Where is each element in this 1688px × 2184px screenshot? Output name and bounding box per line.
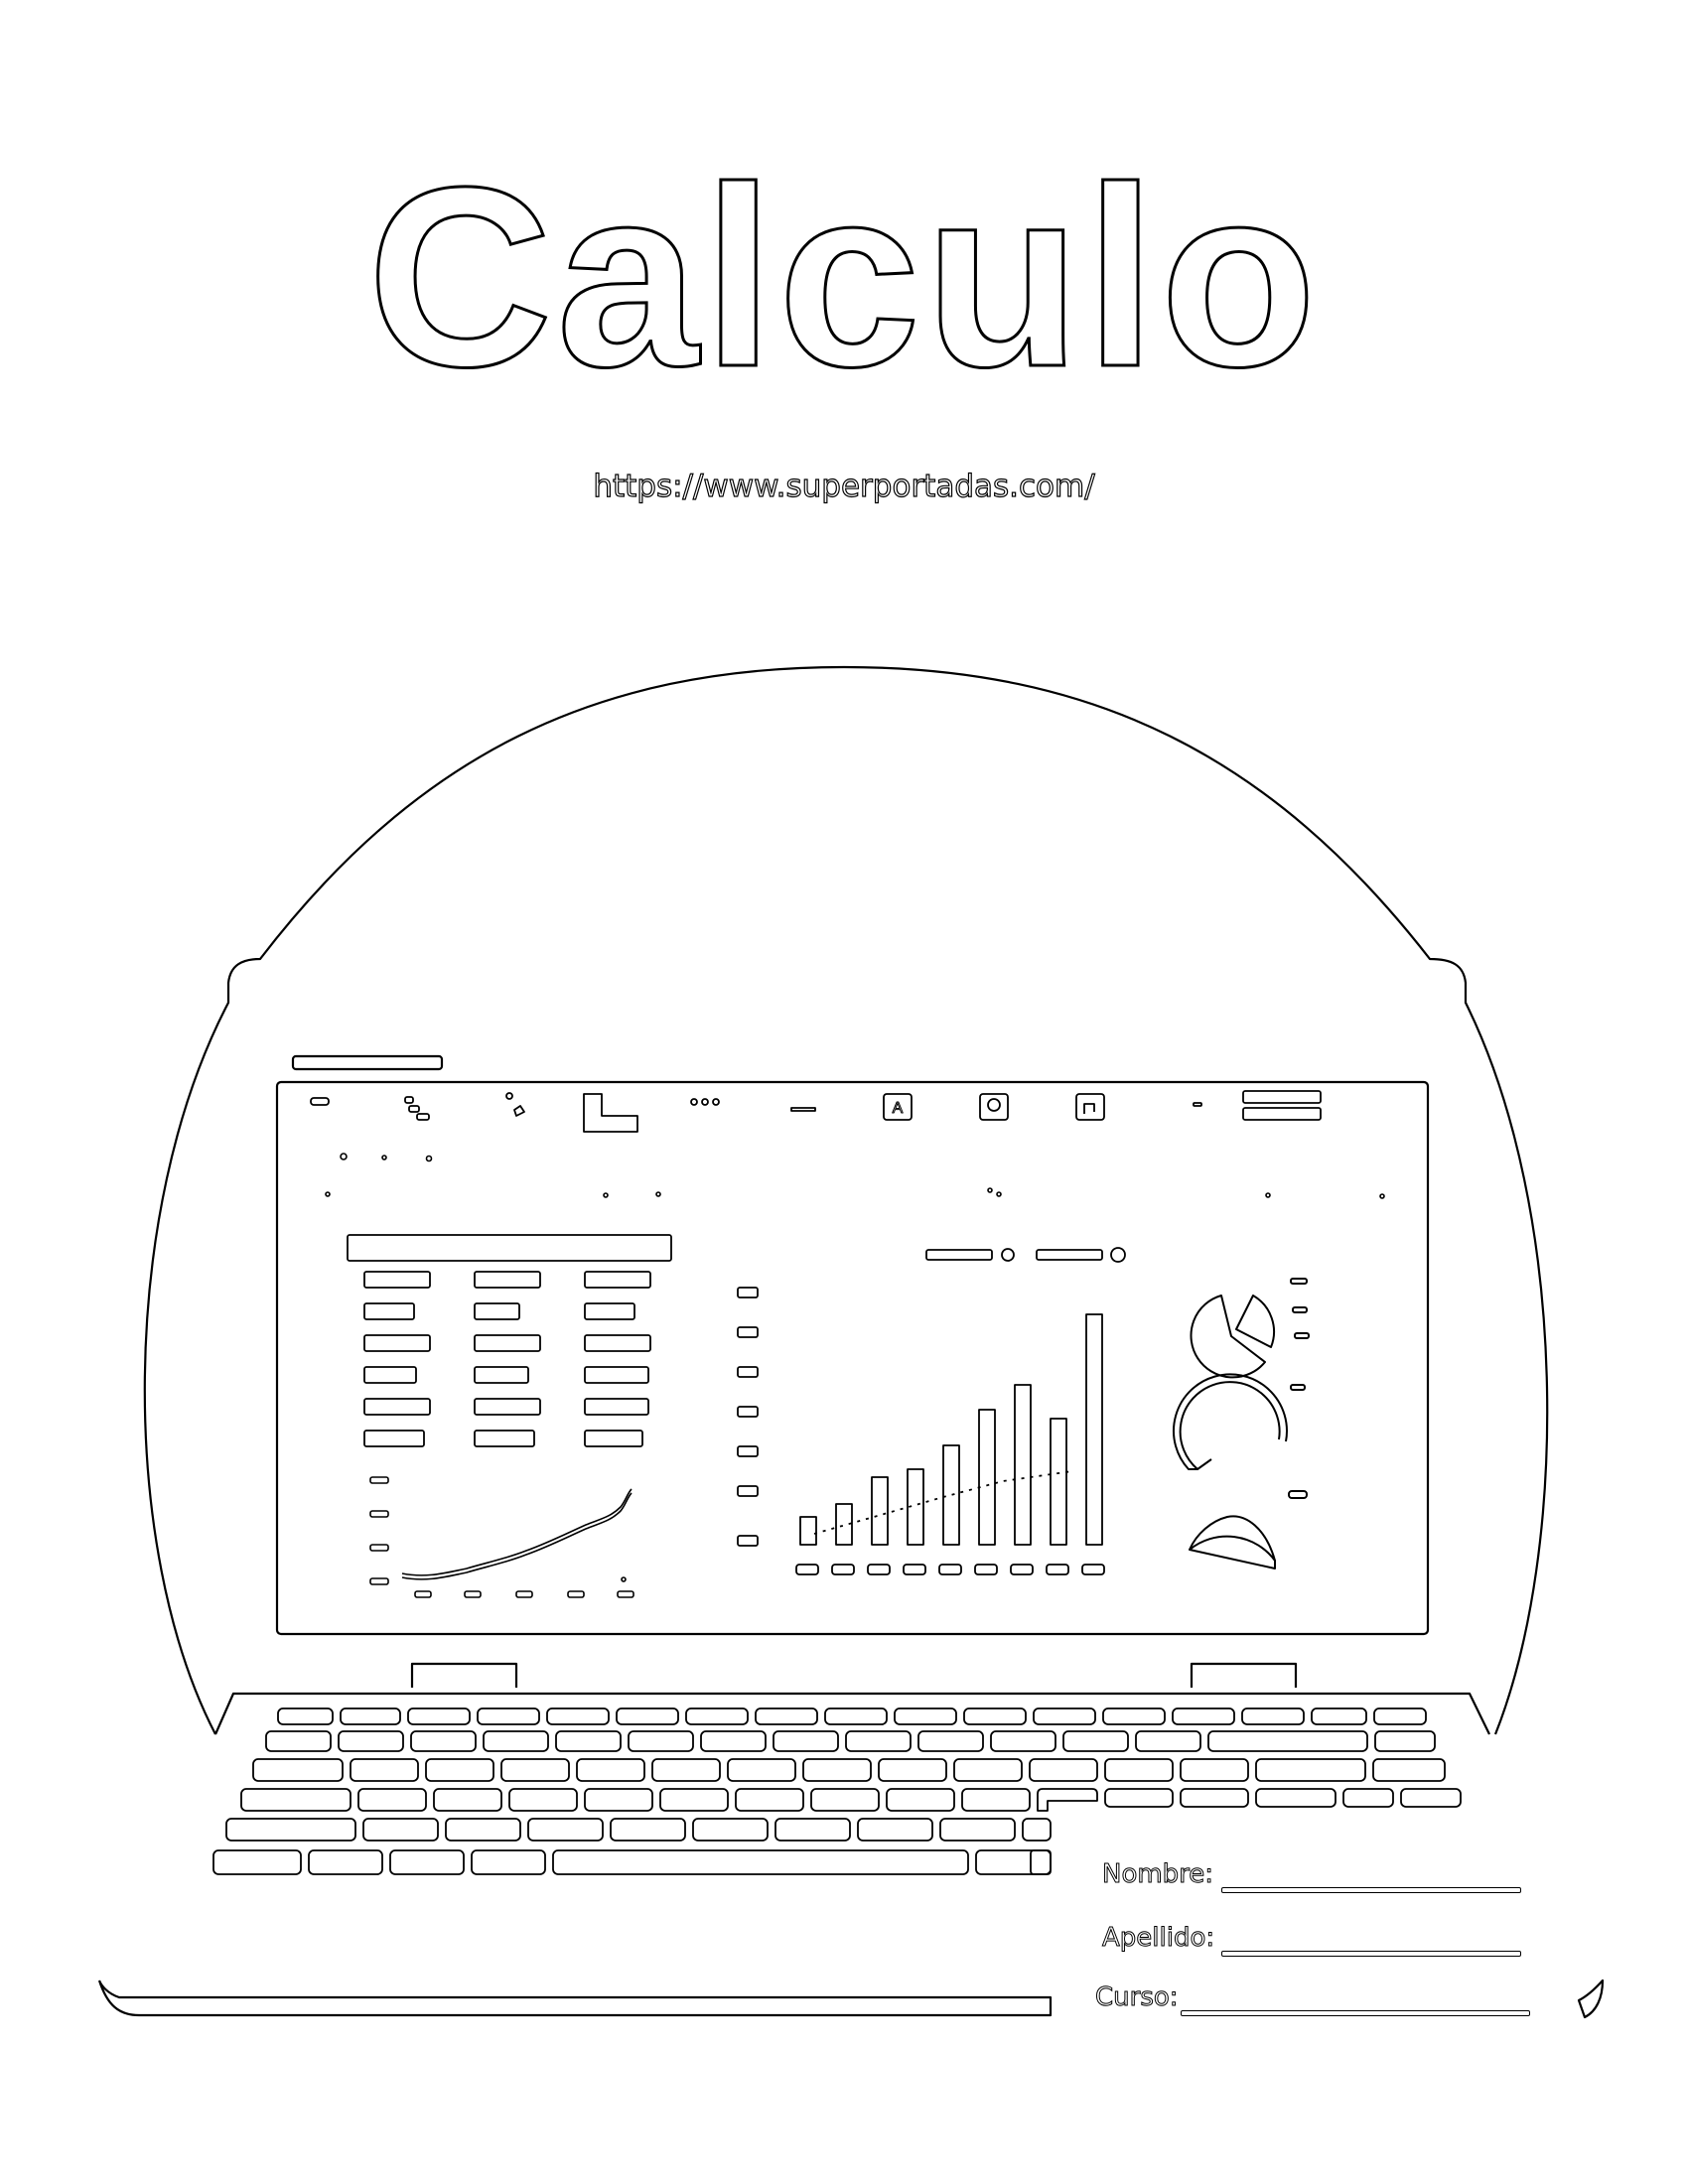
toolbar-icons: [311, 1091, 1321, 1132]
nombre-label: Nombre:: [1102, 1859, 1214, 1889]
bar-chart-icon: [738, 1248, 1125, 1574]
keyboard-deck: [215, 1694, 1489, 1734]
svg-text:A: A: [892, 1100, 904, 1117]
curso-input-line[interactable]: [1181, 2010, 1530, 2016]
cover-title: Calculo: [367, 133, 1321, 420]
screen-dots: [326, 1154, 1384, 1198]
base-right-tip: [1579, 1980, 1603, 2017]
pie-chart-icon: [1174, 1279, 1309, 1569]
keyboard-icon: [213, 1708, 1461, 1874]
curso-label: Curso:: [1095, 1982, 1179, 2012]
layout-icon: [584, 1094, 637, 1132]
laptop-base: [99, 1980, 1051, 2015]
right-hinge: [1192, 1664, 1296, 1688]
laptop-screen: [277, 1082, 1428, 1634]
screen-top-bar: [293, 1056, 442, 1069]
nombre-input-line[interactable]: [1221, 1887, 1521, 1893]
apellido-label: Apellido:: [1102, 1923, 1215, 1953]
website-url: https://www.superportadas.com/: [593, 469, 1095, 504]
apellido-input-line[interactable]: [1221, 1951, 1521, 1957]
line-chart-icon: [370, 1477, 633, 1597]
table-widget: [348, 1235, 671, 1446]
left-hinge: [412, 1664, 516, 1688]
